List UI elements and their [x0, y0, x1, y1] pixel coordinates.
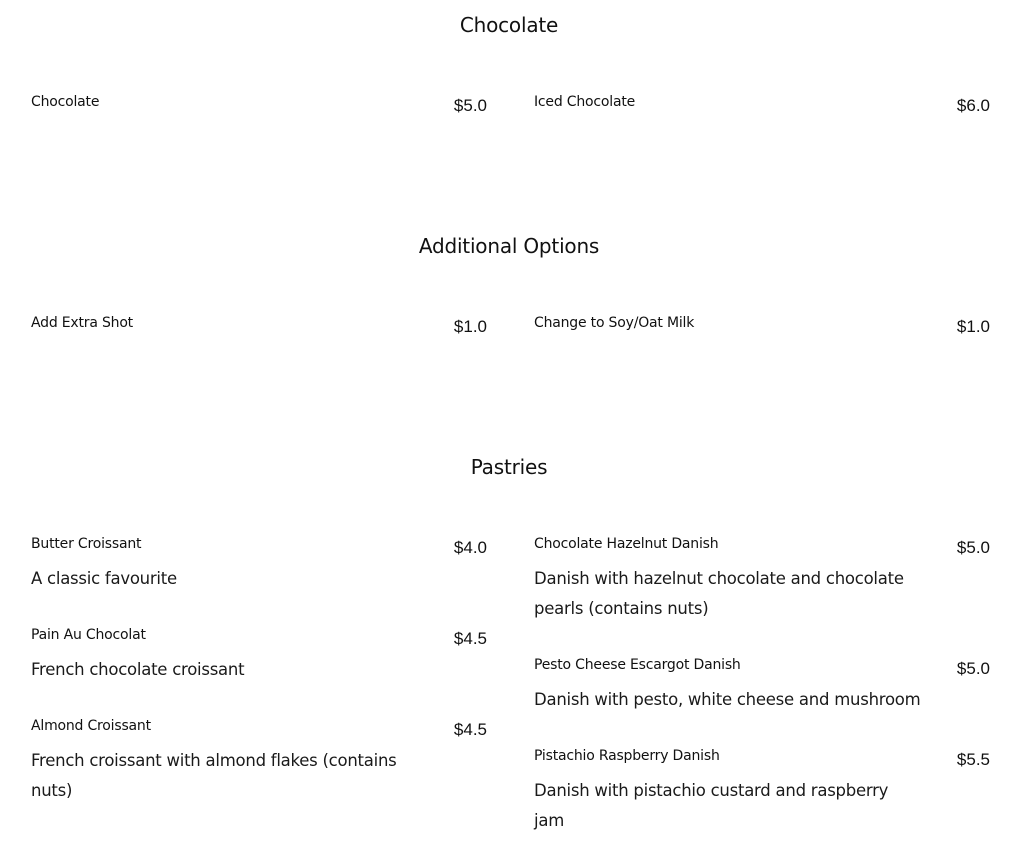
item-price: $1.0 [453, 317, 487, 336]
item-name: Chocolate [31, 94, 100, 110]
section-title-additional-options: Additional Options [418, 234, 600, 258]
item-name: Pesto Cheese Escargot Danish [534, 657, 741, 673]
item-description: Danish with pesto, white cheese and mushroom [534, 690, 921, 709]
item-price: $4.5 [453, 629, 487, 648]
item-name: Almond Croissant [31, 718, 151, 734]
item-price: $5.0 [453, 96, 487, 115]
item-description: French chocolate croissant [31, 660, 245, 679]
item-name: Add Extra Shot [31, 315, 133, 331]
section-title-chocolate: Chocolate [459, 13, 559, 37]
item-name: Pistachio Raspberry Danish [534, 748, 720, 764]
item-name: Pain Au Chocolat [31, 627, 146, 643]
item-name: Change to Soy/Oat Milk [534, 315, 695, 331]
item-name: Butter Croissant [31, 536, 142, 552]
item-description: Danish with hazelnut chocolate and chocolate pearls (contains nuts) [534, 569, 904, 618]
item-description: French croissant with almond flakes (contains nuts) [31, 751, 397, 800]
item-price: $5.0 [956, 538, 990, 557]
item-description: A classic favourite [31, 569, 177, 588]
section-title-pastries: Pastries [470, 455, 548, 479]
item-price: $6.0 [956, 96, 990, 115]
item-name: Iced Chocolate [534, 94, 636, 110]
item-price: $1.0 [956, 317, 990, 336]
item-name: Chocolate Hazelnut Danish [534, 536, 719, 552]
item-price: $4.5 [453, 720, 487, 739]
item-price: $5.5 [956, 750, 990, 769]
item-description: Danish with pistachio custard and raspberry jam [534, 781, 889, 830]
item-price: $5.0 [956, 659, 990, 678]
item-price: $4.0 [453, 538, 487, 557]
